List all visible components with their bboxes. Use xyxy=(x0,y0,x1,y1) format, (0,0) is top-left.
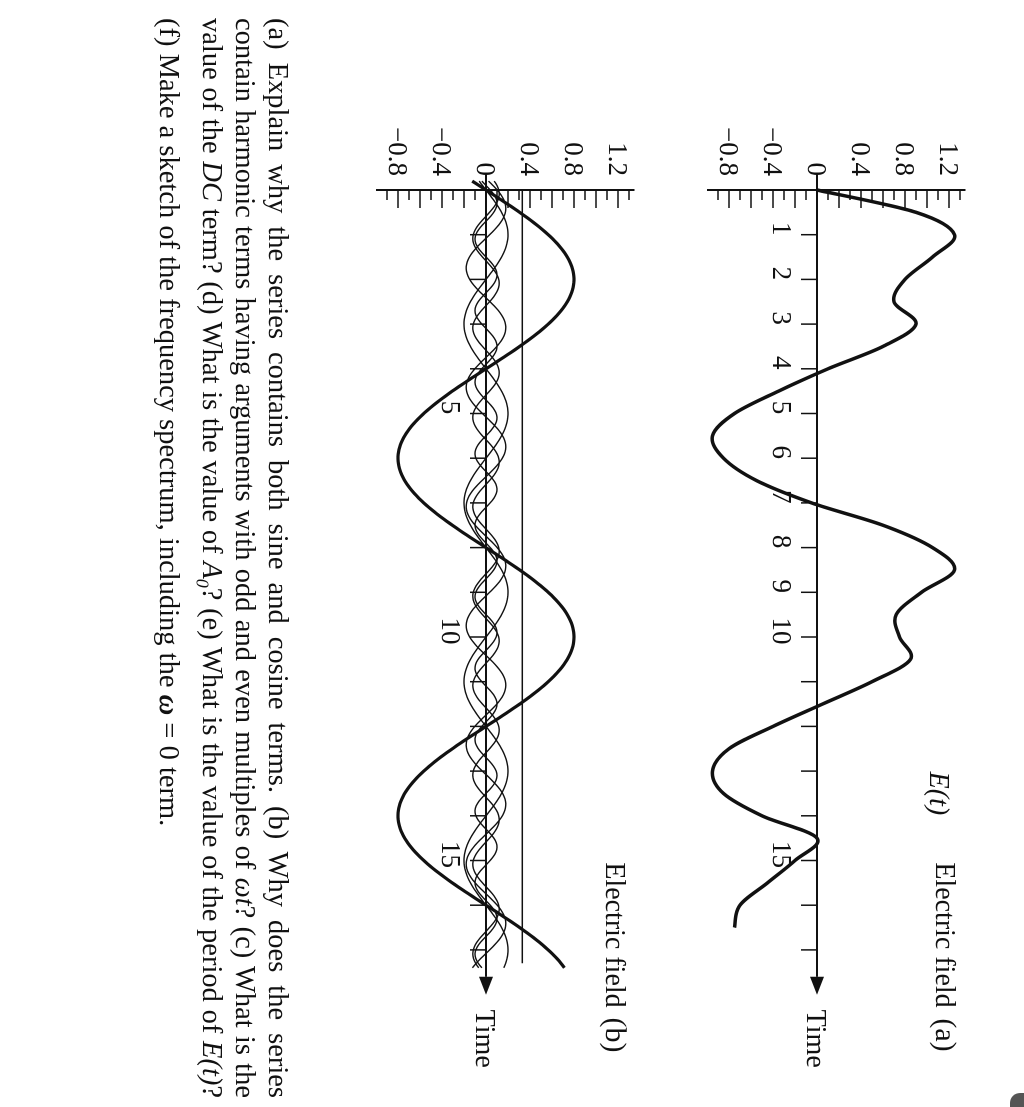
y-tick-label: 0.8 xyxy=(890,142,920,176)
time-axis-arrow xyxy=(479,977,493,995)
x-tick-label: 10 xyxy=(767,617,797,645)
figure-svg xyxy=(294,0,1024,1107)
x-tick-label: 15 xyxy=(436,841,466,868)
panel-a xyxy=(707,127,966,1068)
caption-part-f: (f) Make a sketch of the frequency spectrum, including the xyxy=(153,18,185,688)
y-axis-label: Electric field xyxy=(599,862,630,1008)
x-tick-label: 4 xyxy=(767,356,797,370)
series-line-e-t xyxy=(712,190,955,928)
y-tick-label: −0.8 xyxy=(383,127,413,176)
x-tick-label: 15 xyxy=(767,841,797,868)
caption-et: E(t) xyxy=(196,1041,227,1086)
y-tick-label: 0 xyxy=(471,162,501,176)
caption-part-b: (b) Why does the series contain harmonic terms having arguments with odd and even multiples of xyxy=(229,18,293,1098)
caption-part-c: (c) What is the value of the xyxy=(196,18,260,1099)
y-tick-label: 0 xyxy=(802,162,832,176)
caption-text: (a) Explain why the series contains both sine and cosine terms. (b) Why does the series contain harmonic terms having arguments with odd and even multiples of ωt? (c) What is the value of the DC term? (d) What is the value of $A_0$? (e) What is the value of the period of E(t)? (f) Make a sketch of the frequency spectrum, including the ω = 0 term. xyxy=(153,18,293,1099)
y-tick-label: 1.2 xyxy=(934,142,964,176)
caption-omega: ω xyxy=(153,694,185,716)
x-tick-label: 8 xyxy=(767,534,797,549)
y-tick-label: −0.8 xyxy=(714,127,744,176)
x-tick-label: 6 xyxy=(767,445,797,459)
caption-omega-t: ωt xyxy=(229,877,260,906)
panel-tag: (a) xyxy=(929,1018,962,1052)
x-tick-label: 3 xyxy=(767,311,797,325)
corner-tab xyxy=(1010,1093,1024,1107)
caption-part-d: (d) What is the value of xyxy=(196,281,227,554)
y-tick-label: 1.2 xyxy=(603,142,633,176)
y-tick-label: −0.4 xyxy=(758,127,788,176)
y-tick-label: 0.4 xyxy=(515,142,545,176)
y-tick-label: 0.8 xyxy=(559,142,589,176)
x-axis-label: Time xyxy=(469,1009,500,1068)
caption-a0: $A_0$ xyxy=(192,561,227,588)
y-axis-label: Electric field xyxy=(929,862,960,1008)
caption-part-a: (a) Explain why the series contains both sine and cosine terms. xyxy=(262,18,293,793)
series-label-e-t: E(t) xyxy=(923,771,954,816)
caption-dc: DC xyxy=(196,161,227,202)
y-tick-label: 0.4 xyxy=(846,142,876,176)
time-axis-arrow xyxy=(810,977,824,995)
x-tick-label: 9 xyxy=(767,579,797,594)
panel-b xyxy=(376,127,635,1068)
x-tick-label: 5 xyxy=(436,400,466,415)
x-tick-label: 10 xyxy=(436,617,466,645)
x-axis-label: Time xyxy=(800,1009,831,1068)
x-tick-label: 5 xyxy=(767,400,797,415)
x-tick-label: 7 xyxy=(767,490,797,504)
x-tick-label: 2 xyxy=(767,266,797,281)
x-tick-label: 1 xyxy=(767,221,797,236)
panel-tag: (b) xyxy=(599,1017,632,1053)
caption-part-e: (e) What is the value of the period of xyxy=(196,608,227,1034)
y-tick-label: −0.4 xyxy=(427,127,457,176)
